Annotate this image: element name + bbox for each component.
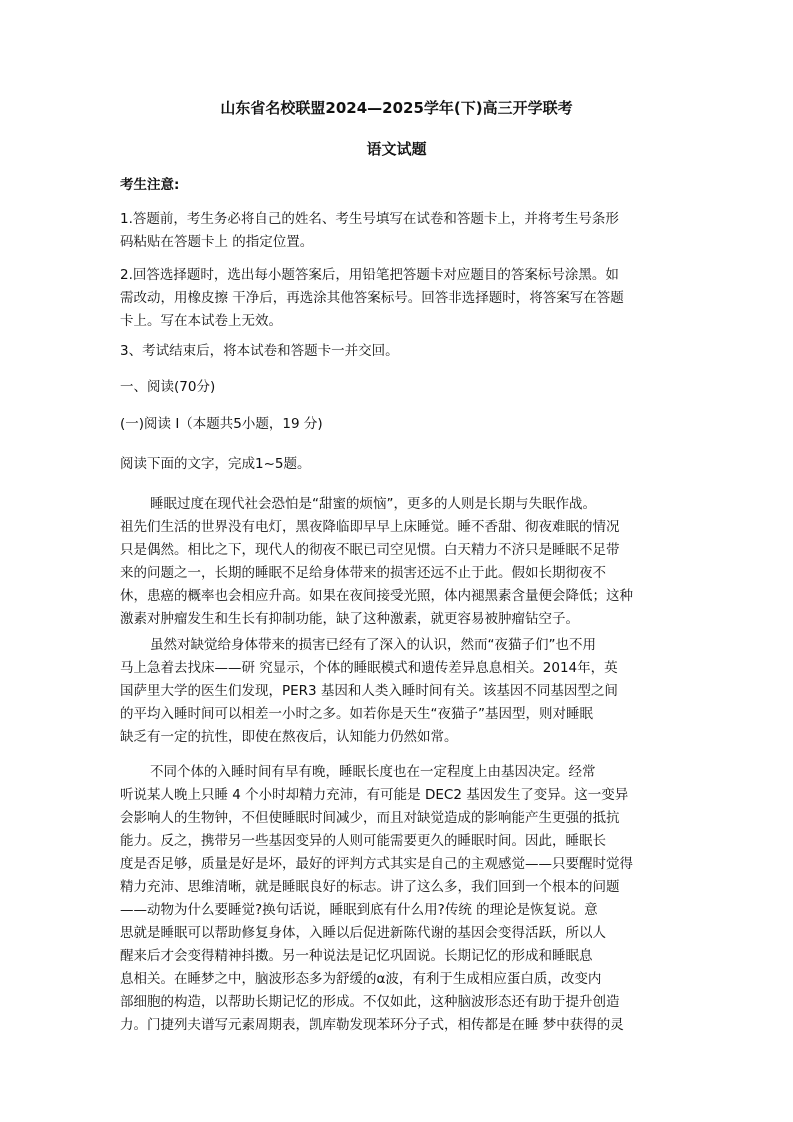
passage-line: 能力。反之，携带另一些基因变异的人则可能需要更久的睡眠时间。因此，睡眠长 xyxy=(120,833,606,849)
passage-line: 休，患癌的概率也会相应升高。如果在夜间接受光照，体内褪黑素含量便会降低；这种 xyxy=(120,588,633,604)
passage-paragraph-2 xyxy=(120,634,680,749)
notice-item-1-line: 码粘贴在答题卡上 的指定位置。 xyxy=(120,234,314,250)
passage-line: 虽然对缺觉给身体带来的损害已经有了深入的认识，然而“夜猫子们”也不用 xyxy=(150,637,596,653)
passage-line: 部细胞的构造，以帮助长期记忆的形成。不仅如此，这种脑波形态还有助于提升创造 xyxy=(120,994,620,1010)
notice-heading: 考生注意: xyxy=(120,177,180,193)
passage-line: 不同个体的入睡时间有早有晚，睡眠长度也在一定程度上由基因决定。经常 xyxy=(150,764,596,780)
subject-title: 语文试题 xyxy=(366,140,427,158)
passage-line: 只是偶然。相比之下，现代人的彻夜不眠已司空见惯。白天精力不济只是睡眠不足带 xyxy=(120,542,620,558)
passage-line: 睡眠过度在现代社会恐怕是“甜蜜的烦恼”，更多的人则是长期与失眠作战。 xyxy=(150,496,596,512)
passage-line: 息相关。在睡梦之中，脑波形态多为舒缓的α波，有利于生成相应蛋白质，改变内 xyxy=(120,971,602,987)
passage-line: 激素对肿瘤发生和生长有抑制功能，缺了这种激素，就更容易被肿瘤钻空子。 xyxy=(120,611,579,627)
passage-paragraph-1 xyxy=(120,493,680,631)
passage-line: 祖先们生活的世界没有电灯，黑夜降临即早早上床睡觉。睡不香甜、彻夜难眠的情况 xyxy=(120,519,620,535)
notice-item-1 xyxy=(120,208,680,254)
passage-line: 听说某人晚上只睡 4 个小时却精力充沛，有可能是 DEC2 基因发生了变异。这一变异 xyxy=(120,787,629,803)
section-instruction: 阅读下面的文字，完成1~5题。 xyxy=(120,456,311,472)
passage-line: 思就是睡眠可以帮助修复身体，入睡以后促进新陈代谢的基因会变得活跃，所以人 xyxy=(120,925,606,941)
notice-item-2-line: 2.回答选择题时，选出每小题答案后，用铅笔把答题卡对应题目的答案标号涂黑。如 xyxy=(120,267,619,283)
passage-line: 国萨里大学的医生们发现，PER3 基因和人类入睡时间有关。该基因不同基因型之间 xyxy=(120,683,618,699)
passage-line: 精力充沛、思维清晰，就是睡眠良好的标志。讲了这么多，我们回到一个根本的问题 xyxy=(120,879,620,895)
section-heading: 一、阅读(70分) xyxy=(120,379,216,395)
notice-item-2 xyxy=(120,264,680,333)
passage-line: 力。门捷列夫谱写元素周期表，凯库勒发现苯环分子式，相传都是在睡 梦中获得的灵 xyxy=(120,1017,624,1033)
passage-line: 来的问题之一，长期的睡眠不足给身体带来的损害还远不止于此。假如长期彻夜不 xyxy=(120,565,606,581)
passage-paragraph-3 xyxy=(120,761,680,1037)
passage-line: 会影响人的生物钟，不但使睡眠时间减少，而且对缺觉造成的影响能产生更强的抵抗 xyxy=(120,810,620,826)
passage-line: 马上急着去找床——研 究显示，个体的睡眠模式和遗传差异息息相关。2014年，英 xyxy=(120,660,618,676)
passage-line: 缺乏有一定的抗性，即使在熬夜后，认知能力仍然如常。 xyxy=(120,729,458,745)
exam-title: 山东省名校联盟2024—2025学年(下)高三开学联考 xyxy=(220,99,573,117)
passage-line: ——动物为什么要睡觉?换句话说，睡眠到底有什么用?传统 的理论是恢复说。意 xyxy=(120,902,598,918)
notice-item-1-line: 1.答题前，考生务必将自己的姓名、考生号填写在试卷和答题卡上，并将考生号条形 xyxy=(120,211,619,227)
notice-item-2-line: 卡上。写在本试卷上无效。 xyxy=(120,313,282,329)
notice-item-2-line: 需改动，用橡皮擦 干净后，再选涂其他答案标号。回答非选择题时，将答案写在答题 xyxy=(120,290,624,306)
notice-item-3: 3、考试结束后，将本试卷和答题卡一并交回。 xyxy=(120,343,399,359)
section-sub-heading: (一)阅读 I（本题共5小题，19 分) xyxy=(120,416,323,432)
passage-line: 的平均入睡时间可以相差一小时之多。如若你是天生“夜猫子”基因型，则对睡眠 xyxy=(120,706,593,722)
passage-line: 度是否足够，质量是好是坏，最好的评判方式其实是自己的主观感觉——只要醒时觉得 xyxy=(120,856,633,872)
passage-line: 醒来后才会变得精神抖擞。另一种说法是记忆巩固说。长期记忆的形成和睡眠息 xyxy=(120,948,593,964)
